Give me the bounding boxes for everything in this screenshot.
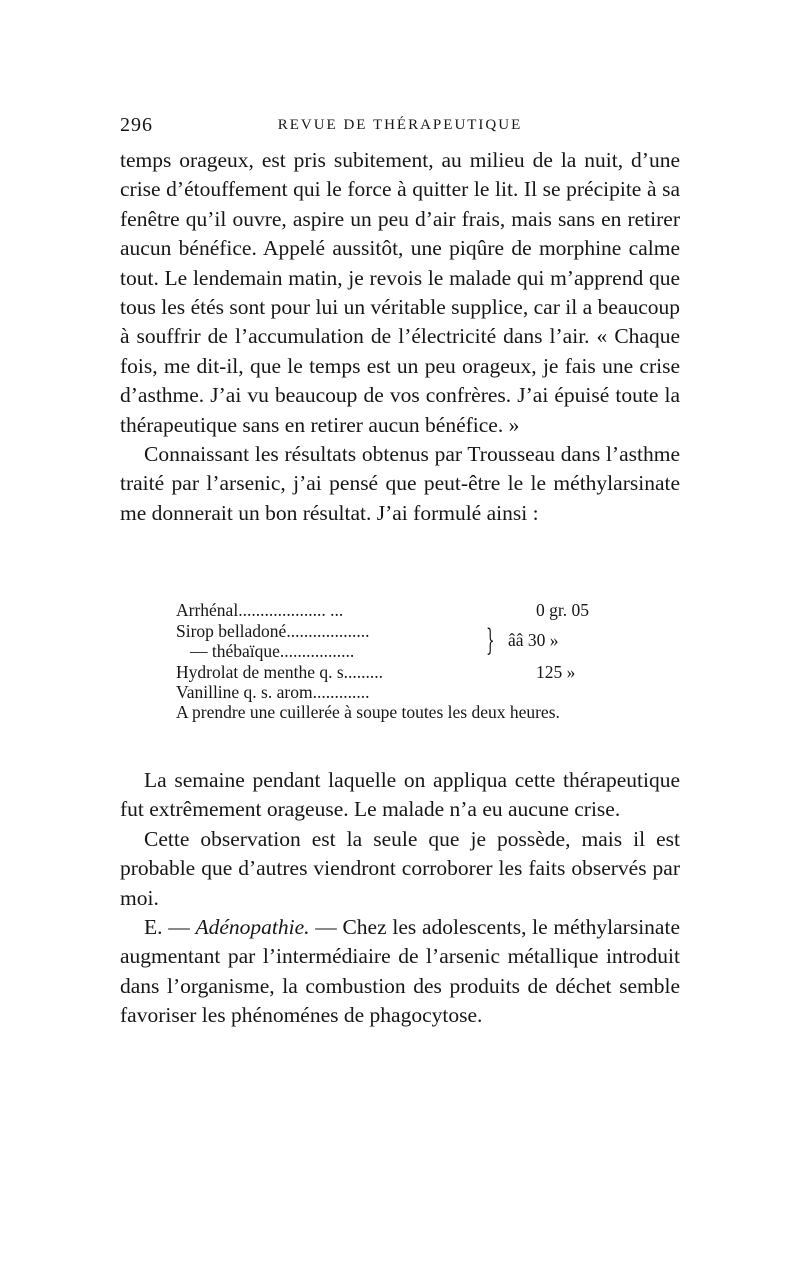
right-brace-icon: } [486, 623, 495, 658]
formula-aa-quantity: ââ 30 » [508, 630, 559, 650]
paragraph-trousseau: Connaissant les résultats obtenus par Trousseau dans l’asthme traité par l’arsenic, j’ai pensé que peut-être le le méthylarsinate me donnerait un bon résultat. J’ai formulé ainsi : [120, 442, 680, 525]
body-text-top [120, 146, 680, 528]
formula-row [176, 662, 676, 683]
section-text: — Chez les adolescents, le méthylarsinate augmentant par l’intermédiaire de l’arsenic métallique introduit dans l’organisme, la combustion des produits de déchet semble favoriser les phénoménes de phagocytose. [120, 915, 680, 1028]
formula-quantity: 0 gr. 05 [536, 600, 589, 620]
running-title: REVUE DE THÉRAPEUTIQUE [277, 117, 523, 133]
section-lead: E. — [144, 915, 196, 940]
formula-row [176, 621, 676, 642]
formula-row [176, 682, 676, 703]
paragraph-observation: Cette observation est la seule que je possède, mais il est probable que d’autres viendront corroborer les faits observés par moi. [120, 826, 680, 910]
running-head [120, 114, 680, 138]
formula-ingredient: Vanilline q. s. arom............. [176, 682, 370, 702]
formula-ingredient: Hydrolat de menthe q. s......... [176, 661, 384, 682]
formula-row [176, 600, 676, 621]
section-heading: Adénopathie. [195, 915, 310, 940]
formula-ingredient: — thébaïque................. [190, 641, 355, 661]
page-number: 296 [120, 114, 153, 136]
paragraph-adenopathie [120, 913, 680, 1031]
paragraph-result: La semaine pendant laquelle on appliqua cette thérapeutique fut extrêmement orageuse. Le malade n’a eu aucune crise. [120, 768, 680, 822]
formula-ingredient: Arrhénal.................... ... [176, 600, 344, 620]
formula-instruction: A prendre une cuillerée à soupe toutes les deux heures. [176, 702, 560, 722]
formula-ingredient: Sirop belladoné................... [176, 620, 370, 641]
formula-row [176, 641, 676, 662]
prescription-formula [176, 600, 676, 703]
formula-quantity: 125 » [536, 661, 576, 682]
body-text-bottom [120, 766, 680, 1031]
paragraph-case-history: temps orageux, est pris subitement, au milieu de la nuit, d’une crise d’étouffement qui le force à quitter le lit. Il se précipite à sa fenêtre qu’il ouvre, aspire un peu d’air frais, mais sans en retirer aucun bénéfice. Appelé aussitôt, une piqûre de morphine calme tout. Le lendemain matin, je revois le malade qui m’apprend que tous les étés sont pour lui un véritable supplice, car il a beaucoup à souffrir de l’accumulation de l’électricité dans l’air. « Chaque fois, me dit-il, que le temps est un peu orageux, je fais une crise d’asthme. J’ai vu beaucoup de vos confrères. J’ai épuisé toute la thérapeutique sans en retirer aucun bénéfice. » [120, 148, 680, 437]
